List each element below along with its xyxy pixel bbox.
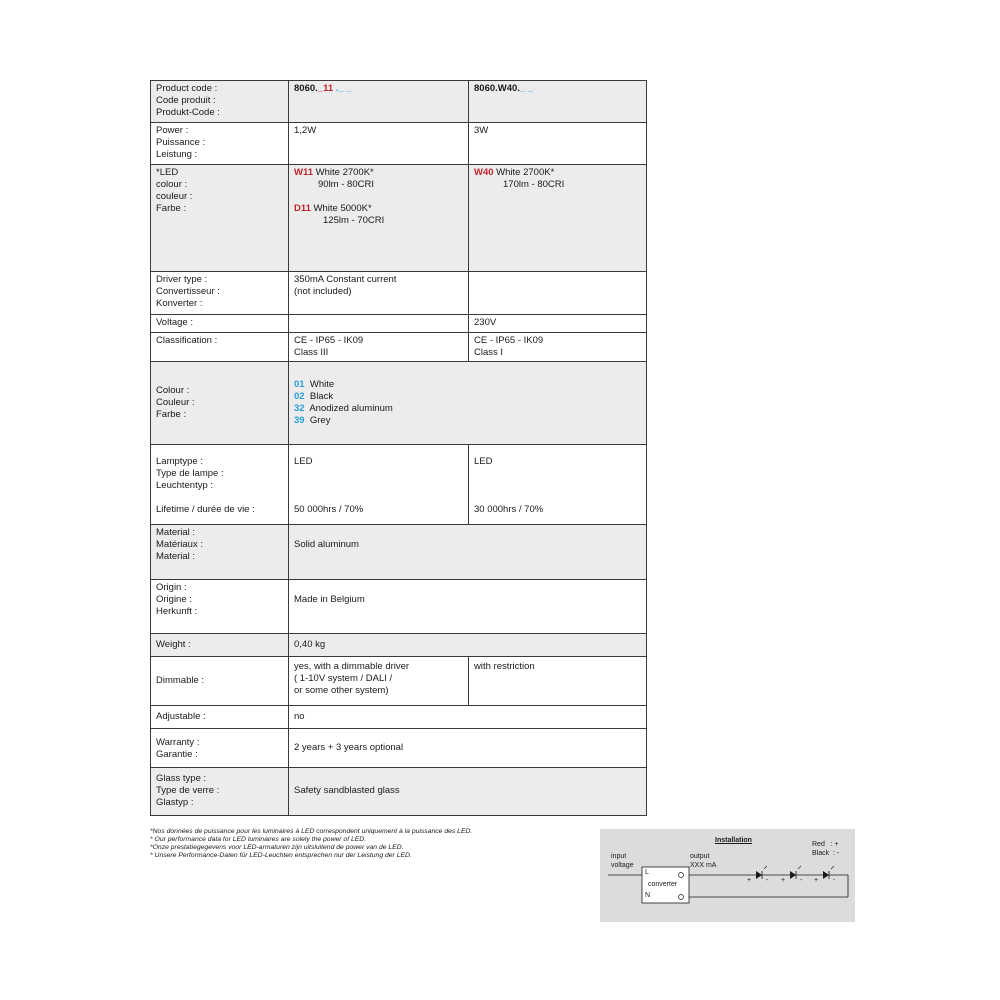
footnote: *Onze prestatiegegevens voor LED-armaturen zijn uitsluitend de power van de LED.	[150, 844, 404, 851]
colour-options	[289, 362, 647, 445]
lamptype-col2: LED 30 000hrs / 70%	[469, 445, 647, 525]
row-warranty	[151, 729, 647, 768]
row-product-code	[151, 81, 647, 123]
voltage-label: Voltage :	[151, 315, 289, 333]
power-col2: 3W	[469, 123, 647, 165]
classification-label: Classification :	[151, 333, 289, 362]
input-label: input	[611, 853, 627, 860]
voltage-col2: 230V	[469, 315, 647, 333]
classification-col2: CE - IP65 - IK09 Class I	[469, 333, 647, 362]
lamptype-col1: LED 50 000hrs / 70%	[289, 445, 469, 525]
origin-label: Origin : Origine : Herkunft :	[151, 580, 289, 634]
installation-diagram	[600, 829, 855, 922]
glass-label: Glass type : Type de verre : Glastyp :	[151, 768, 289, 816]
driver-col1: 350mA Constant current (not included)	[289, 272, 469, 315]
led-plus: +	[747, 877, 752, 884]
terminal-L: L	[645, 869, 649, 876]
colour-option: 01 White	[294, 379, 335, 390]
terminal-N: N	[645, 892, 651, 899]
colour-option: 39 Grey	[294, 415, 331, 426]
row-led-colour	[151, 165, 647, 272]
legend-red: Red : +	[812, 841, 839, 848]
row-power	[151, 123, 647, 165]
colour-option: 02 Black	[294, 391, 334, 402]
footnote: * Unsere Performance-Daten für LED-Leuchten entsprechen nur der Leistung der LED.	[150, 852, 412, 859]
voltage-label: voltage	[611, 862, 634, 869]
converter-label: converter	[648, 881, 678, 888]
product-code-label: Product code : Code produit : Produkt-Code :	[151, 81, 289, 123]
origin-value: Made in Belgium	[289, 580, 647, 634]
row-weight	[151, 634, 647, 657]
led-col1: W11 White 2700K* 90lm - 80CRI D11 White 5000K* 125lm - 70CRI	[289, 165, 469, 272]
installation-title: Installation	[715, 837, 752, 844]
power-col1: 1,2W	[289, 123, 469, 165]
adjustable-value: no	[289, 706, 647, 729]
row-voltage	[151, 315, 647, 333]
row-colour	[151, 362, 647, 445]
driver-label: Driver type : Convertisseur : Konverter :	[151, 272, 289, 315]
led-minus: -	[766, 877, 769, 884]
classification-col1: CE - IP65 - IK09 Class III	[289, 333, 469, 362]
dimmable-col1: yes, with a dimmable driver ( 1-10V system / DALI / or some other system)	[289, 657, 469, 706]
row-lamptype	[151, 445, 647, 525]
led-minus: -	[833, 877, 836, 884]
row-classification	[151, 333, 647, 362]
warranty-value: 2 years + 3 years optional	[289, 729, 647, 768]
warranty-label: Warranty : Garantie :	[151, 729, 289, 768]
row-driver	[151, 272, 647, 315]
row-adjustable	[151, 706, 647, 729]
spec-table	[150, 80, 647, 816]
led-plus: +	[781, 877, 786, 884]
colour-label: Colour : Couleur : Farbe :	[151, 362, 289, 445]
weight-value: 0,40 kg	[289, 634, 647, 657]
footnote: * Our performance data for LED luminaires are solely the power of LED.	[150, 836, 367, 843]
colour-option: 32 Anodized aluminum	[294, 403, 393, 414]
glass-value: Safety sandblasted glass	[289, 768, 647, 816]
wiring-svg	[600, 829, 855, 922]
adjustable-label: Adjustable :	[151, 706, 289, 729]
output-label: output	[690, 853, 710, 860]
legend-black: Black : -	[812, 850, 840, 857]
row-glass	[151, 768, 647, 816]
spec-sheet	[150, 80, 646, 816]
lamptype-label: Lamptype : Type de lampe : Leuchtentyp : Lifetime / durée de vie :	[151, 445, 289, 525]
row-material	[151, 525, 647, 580]
dimmable-label: Dimmable :	[151, 657, 289, 706]
voltage-col1	[289, 315, 469, 333]
led-label: *LED colour : couleur : Farbe :	[151, 165, 289, 272]
row-dimmable	[151, 657, 647, 706]
power-label: Power : Puissance : Leistung :	[151, 123, 289, 165]
product-code-col2: 8060.W40._ _	[469, 81, 647, 123]
driver-col2	[469, 272, 647, 315]
led-col2: W40 White 2700K* 170lm - 80CRI	[469, 165, 647, 272]
footnotes	[150, 828, 472, 860]
product-code-col1: 8060._11 ._ _	[289, 81, 469, 123]
dimmable-col2: with restriction	[469, 657, 647, 706]
material-label: Material : Matériaux : Material :	[151, 525, 289, 580]
led-minus: -	[800, 877, 803, 884]
row-origin	[151, 580, 647, 634]
material-value: Solid aluminum	[289, 525, 647, 580]
footnote: *Nos données de puissance pour les luminaires à LED correspondent uniquement à la puissance des LED.	[150, 828, 473, 835]
output-current: XXX mA	[690, 862, 717, 869]
led-plus: +	[814, 877, 819, 884]
weight-label: Weight :	[151, 634, 289, 657]
